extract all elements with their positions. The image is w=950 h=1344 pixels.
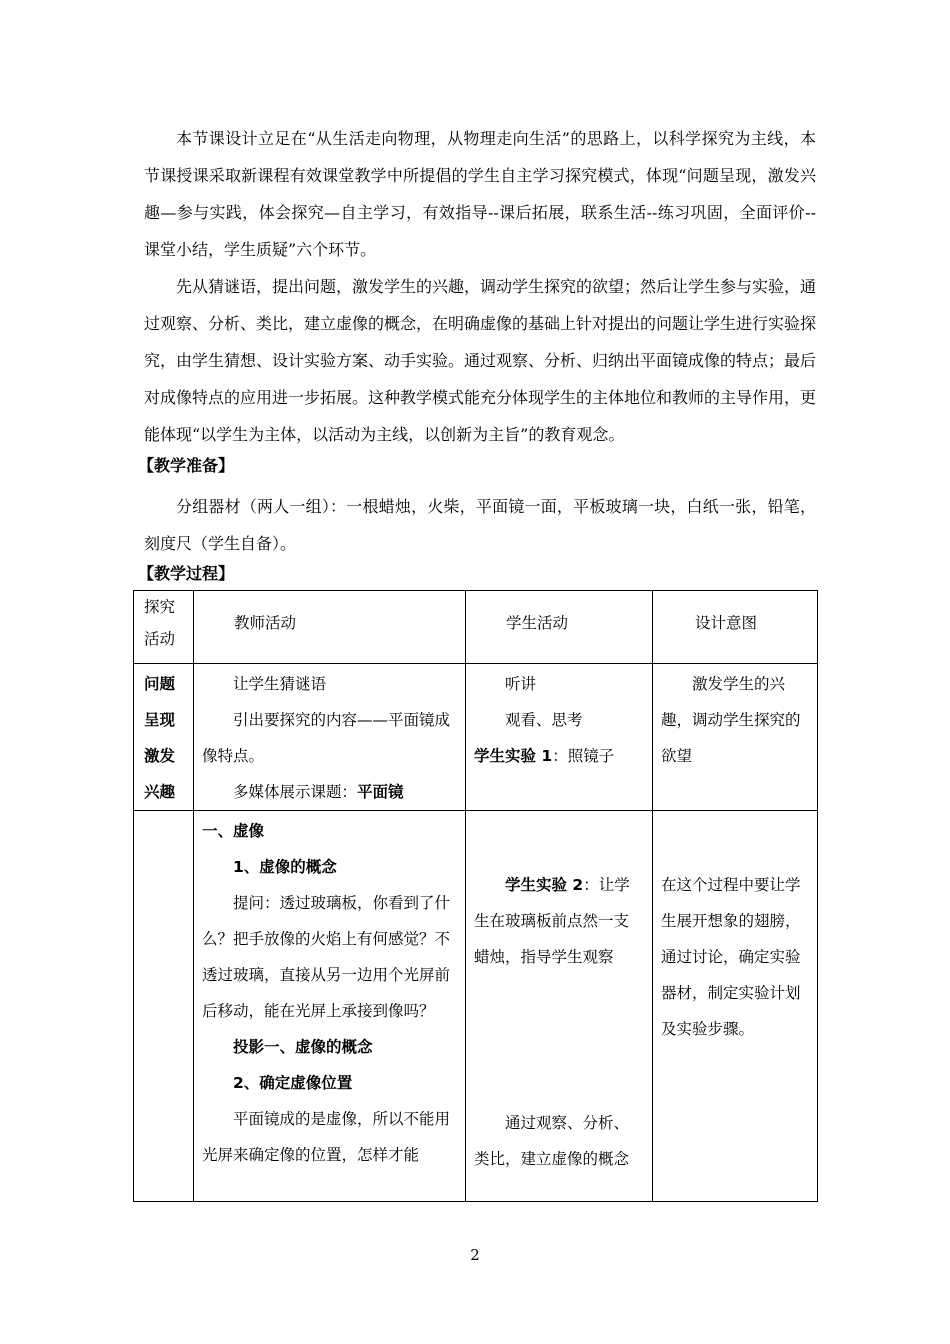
teacher-text: 平面镜成的是虚像，所以不能用光屏来确定像的位置，怎样才能: [202, 1110, 451, 1164]
header-activity-line2: 活动: [144, 630, 176, 648]
preparation-paragraph: 分组器材（两人一组）：一根蜡烛，火柴，平面镜一面，平板玻璃一块，白纸一张，铅笔，刻度尺（学生自备）。: [144, 497, 816, 553]
stage-text: 呈现: [144, 711, 176, 729]
design-intent-cell: [653, 664, 818, 811]
student-text: 观看、思考: [505, 711, 583, 729]
stage-text: 激发: [144, 747, 176, 765]
projection-heading: 投影一、虚像的概念: [233, 1038, 373, 1056]
teacher-activity-cell: [194, 811, 466, 1202]
subsection-heading: 1、虚像的概念: [233, 858, 337, 876]
header-teacher-label: 教师活动: [234, 614, 297, 632]
page-number: 2: [470, 1246, 480, 1264]
table-row: [134, 811, 818, 1202]
experiment-desc: ：照镜子: [552, 747, 615, 765]
section-heading: 一、虚像: [202, 822, 265, 840]
stage-text: 问题: [144, 675, 176, 693]
header-student-label: 学生活动: [506, 614, 569, 632]
topic-prefix: 多媒体展示课题：: [233, 783, 358, 801]
experiment-desc: ：让学生在玻璃板前点然一支蜡烛，指导学生观察: [474, 876, 630, 966]
design-intent-cell: [653, 811, 818, 1202]
student-experiment-1: [474, 738, 644, 774]
table-header-row: [134, 591, 818, 664]
intent-text: 在这个过程中要让学生展开想象的翅膀，通过讨论，确定实验器材，制定实验计划及实验步骤。: [661, 876, 801, 1038]
header-cell-intent: [653, 591, 818, 664]
student-activity-cell: [466, 664, 653, 811]
heading-teaching-preparation: 【教学准备】: [138, 456, 235, 475]
topic-title: 平面镜: [357, 783, 404, 801]
teacher-text: 提问：透过玻璃板，你看到了什么？把手放像的火焰上有何感觉？不透过玻璃，直接从另一边用个光屏前后移动，能在光屏上承接到像吗？: [202, 894, 451, 1020]
student-text: 通过观察、分析、类比，建立虚像的概念: [474, 1114, 630, 1168]
experiment-label: 学生实验 2: [505, 876, 584, 894]
teaching-process-table: [133, 590, 818, 1202]
experiment-label: 学生实验 1: [474, 747, 553, 765]
header-intent-label: 设计意图: [695, 614, 758, 632]
teacher-text: 让学生猜谜语: [233, 675, 327, 693]
intro-paragraph-1: 本节课设计立足在“从生活走向物理，从物理走向生活”的思路上，以科学探究为主线，本节课授课采取新课程有效课堂教学中所提倡的学生自主学习探究模式，体现“问题呈现，激发兴趣—参与实践，体会探究—自主学习，有效指导--课后拓展，联系生活--练习巩固，全面评价--课堂小结，学生质疑”六个环节。: [144, 129, 816, 259]
stage-cell: [134, 811, 194, 1202]
student-activity-cell: [466, 811, 653, 1202]
table-row: [134, 664, 818, 811]
teacher-text: 引出要探究的内容——平面镜成像特点。: [202, 711, 451, 765]
intent-text: 激发学生的兴趣，调动学生探究的欲望: [661, 675, 801, 765]
student-experiment-2: [474, 867, 644, 975]
stage-cell: [134, 664, 194, 811]
header-cell-teacher: [194, 591, 466, 664]
heading-teaching-process: 【教学过程】: [138, 564, 235, 583]
intro-paragraph-2: 先从猜谜语，提出问题，激发学生的兴趣，调动学生探究的欲望；然后让学生参与实验，通过观察、分析、类比，建立虚像的概念，在明确虚像的基础上针对提出的问题让学生进行实验探究，由学生猜想、设计实验方案、动手实验。通过观察、分析、归纳出平面镜成像的特点；最后对成像特点的应用进一步拓展。这种教学模式能充分体现学生的主体地位和教师的主导作用，更能体现“以学生为主体，以活动为主线，以创新为主旨”的教育观念。: [144, 277, 817, 444]
header-cell-activity: [134, 591, 194, 664]
teacher-text-topic: [202, 774, 457, 810]
header-activity-line1: 探究: [144, 598, 176, 616]
student-text: 听讲: [505, 675, 537, 693]
subsection-heading: 2、确定虚像位置: [233, 1074, 353, 1092]
header-cell-student: [466, 591, 653, 664]
stage-text: 兴趣: [144, 783, 176, 801]
teacher-activity-cell: [194, 664, 466, 811]
